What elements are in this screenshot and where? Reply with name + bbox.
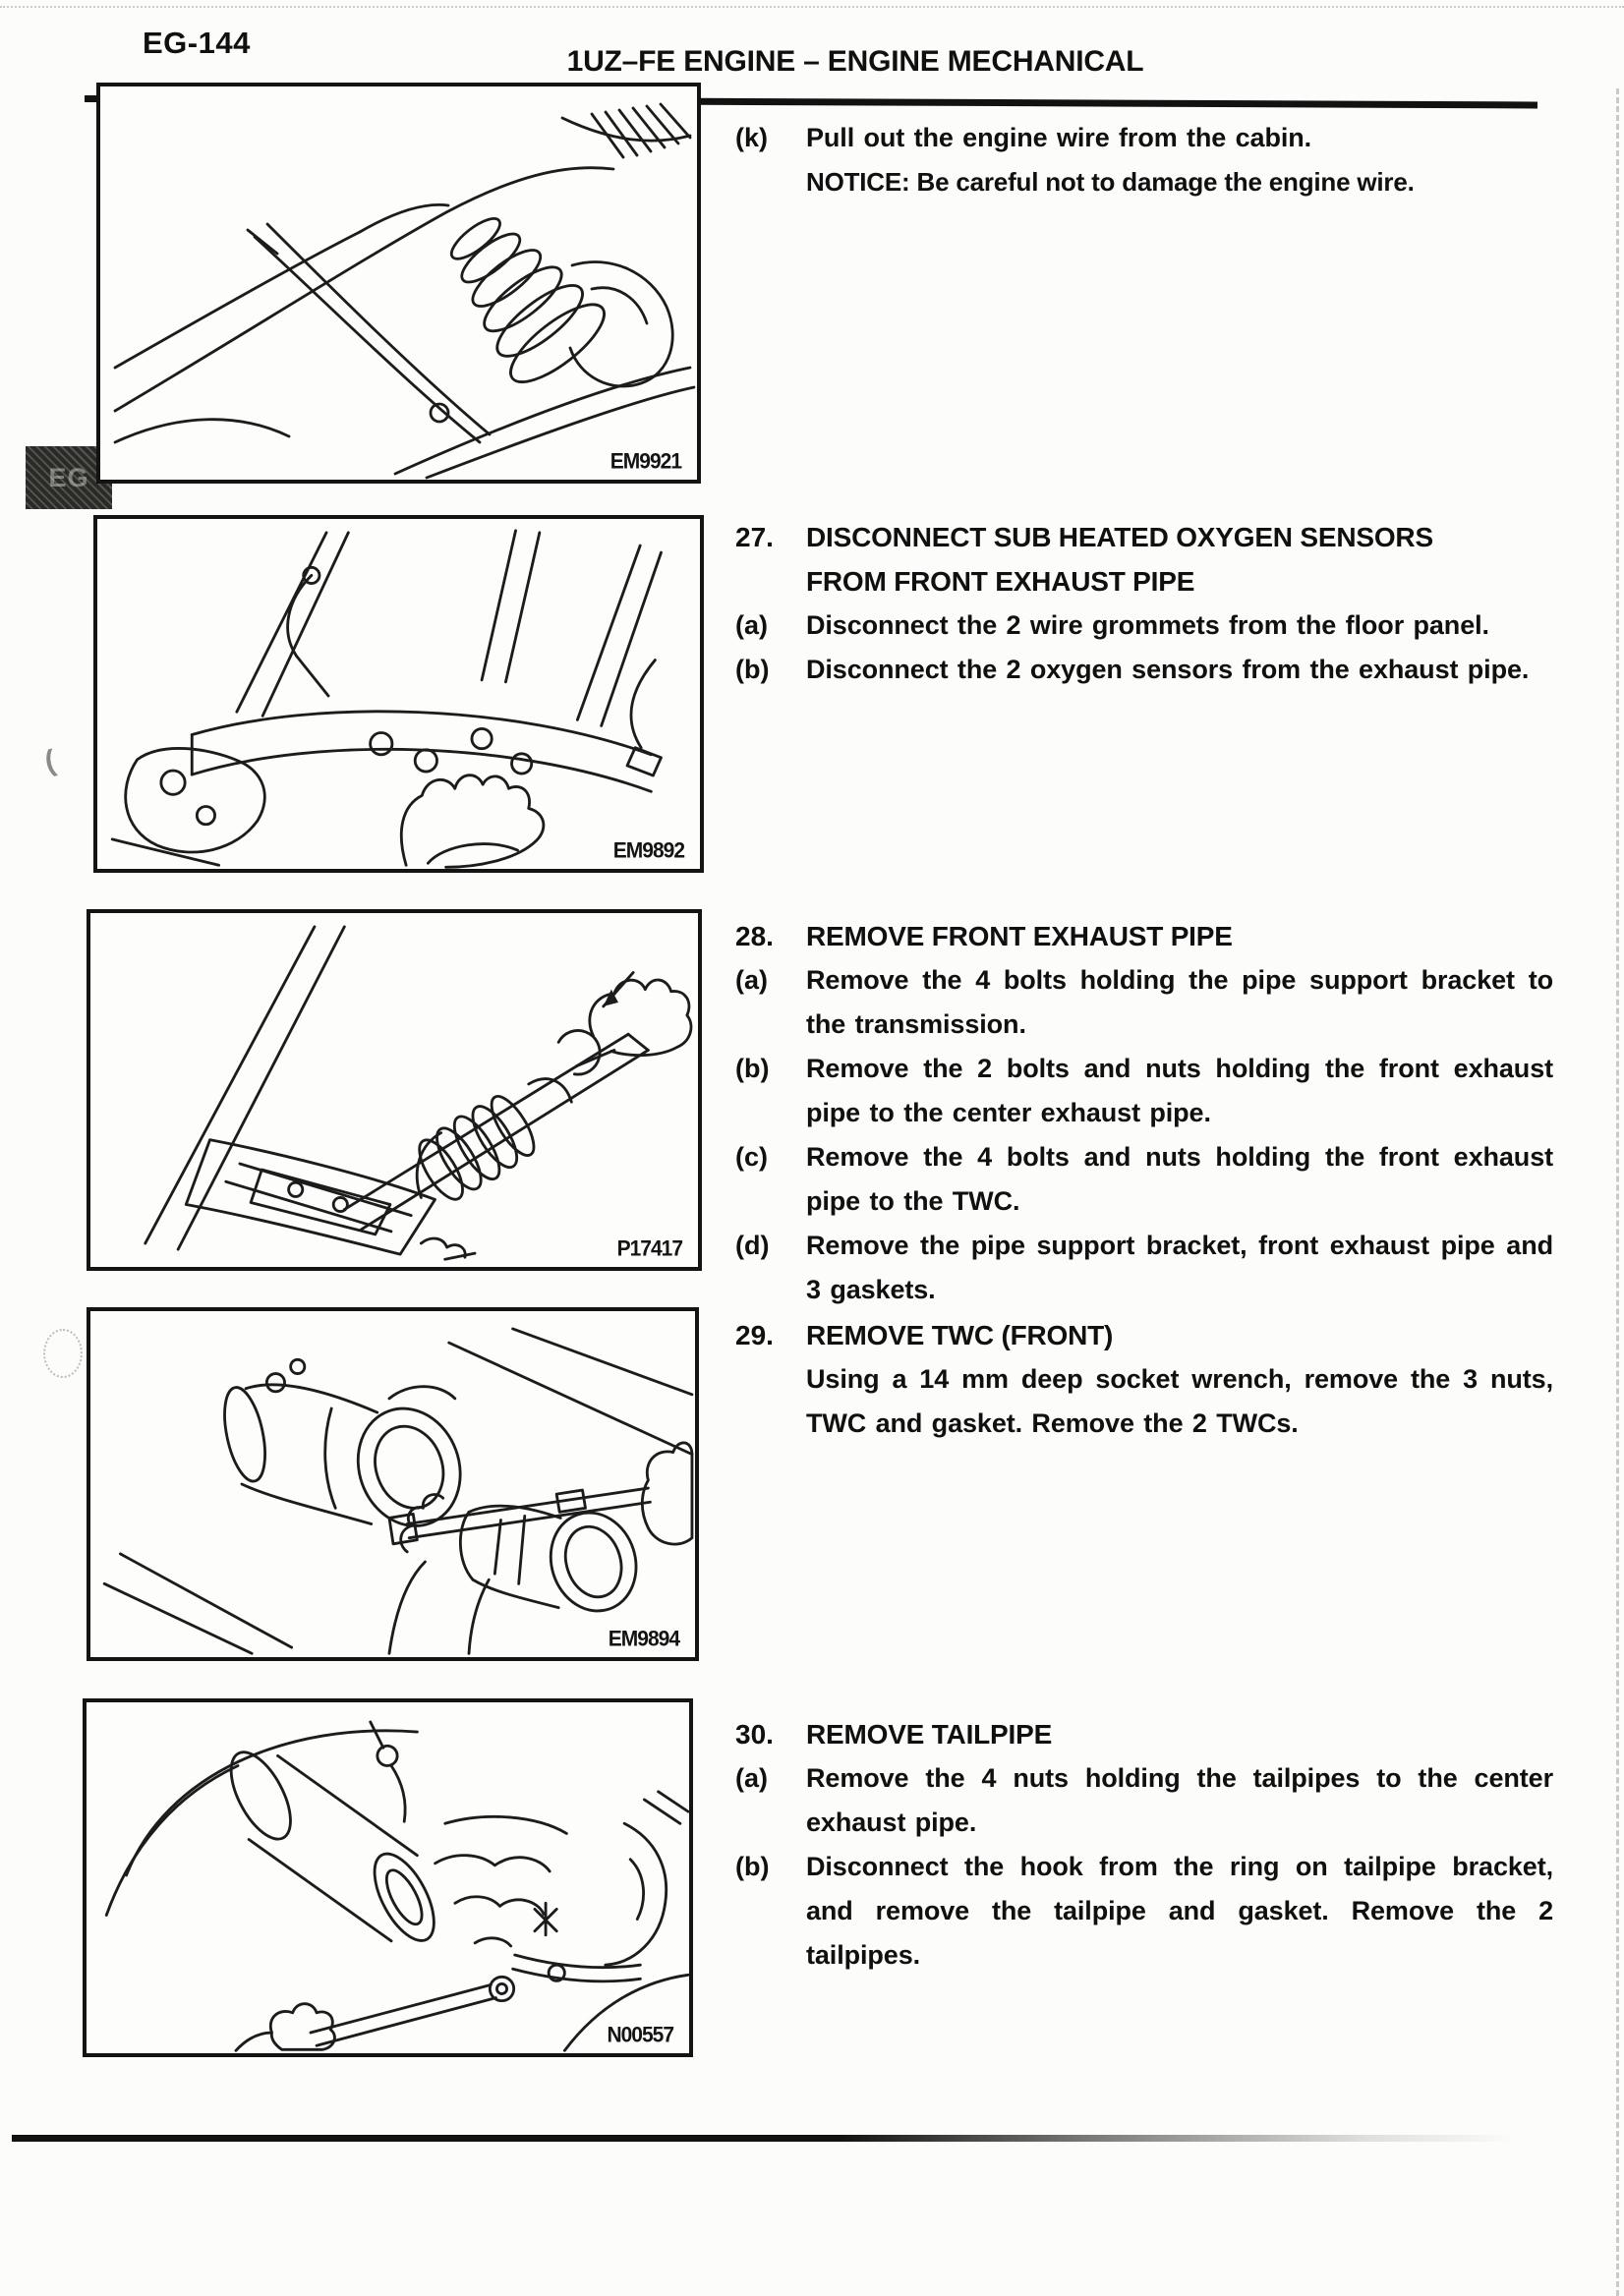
figure-code: EM9894 bbox=[608, 1627, 679, 1651]
step-text: Disconnect the 2 oxygen sensors from the exhaust pipe. bbox=[806, 655, 1530, 684]
section-28 bbox=[735, 914, 1553, 1312]
step-text: Disconnect the 2 wire grommets from the floor panel. bbox=[806, 610, 1489, 640]
step-label: (a) bbox=[735, 610, 768, 640]
scan-artifact-right-edge bbox=[1616, 88, 1619, 2296]
step-text: Remove the 2 bolts and nuts holding the front exhaust pipe to the center exhaust pipe. bbox=[806, 1054, 1553, 1127]
section-title: DISCONNECT SUB HEATED OXYGEN SENSORS FROM FRONT EXHAUST PIPE bbox=[806, 522, 1433, 597]
step-label: (a) bbox=[735, 1763, 768, 1793]
oxygen-sensor-drawing bbox=[97, 519, 700, 869]
figure-code: EM9892 bbox=[612, 838, 684, 863]
section-30 bbox=[735, 1712, 1553, 1978]
step-text: Remove the pipe support bracket, front exhaust pipe and 3 gaskets. bbox=[806, 1231, 1553, 1304]
step-b bbox=[735, 1047, 1553, 1135]
section-number: 30. bbox=[735, 1719, 774, 1750]
figure-code: N00557 bbox=[607, 2023, 673, 2047]
figure-tailpipe-removal bbox=[83, 1698, 693, 2057]
step-a bbox=[735, 603, 1553, 648]
step-b bbox=[735, 1845, 1553, 1978]
figure-front-exhaust-pipe bbox=[87, 909, 702, 1271]
step-label: (b) bbox=[735, 1054, 770, 1083]
step-label: (b) bbox=[735, 655, 770, 684]
step-label: (c) bbox=[735, 1142, 768, 1172]
section-tab-label: EG bbox=[48, 462, 89, 492]
page-number: EG-144 bbox=[143, 26, 251, 60]
step-label: (b) bbox=[735, 1852, 770, 1881]
step-a bbox=[735, 1756, 1553, 1845]
section-body: Using a 14 mm deep socket wrench, remove the 3 nuts, TWC and gasket. Remove the 2 TWCs. bbox=[806, 1364, 1553, 1438]
step-d bbox=[735, 1224, 1553, 1312]
scan-artifact bbox=[43, 1329, 83, 1378]
step-b bbox=[735, 648, 1553, 692]
step-text: Pull out the engine wire from the cabin. bbox=[806, 123, 1312, 152]
figure-code: P17417 bbox=[616, 1236, 682, 1261]
twc-removal-drawing bbox=[90, 1311, 695, 1657]
figure-engine-wire-cabin bbox=[96, 83, 701, 484]
step-text: Remove the 4 bolts holding the pipe support bracket to the transmission. bbox=[806, 965, 1553, 1039]
figure-code: EM9921 bbox=[609, 449, 681, 474]
section-29 bbox=[735, 1313, 1553, 1446]
scan-artifact-top-edge bbox=[0, 6, 1624, 8]
tailpipe-removal-drawing bbox=[87, 1702, 689, 2053]
step-text: Disconnect the hook from the ring on tailpipe bracket, and remove the tailpipe and gasket. Remove the 2 tailpipes. bbox=[806, 1852, 1553, 1970]
figure-oxygen-sensors bbox=[93, 515, 704, 873]
step-text: Remove the 4 bolts and nuts holding the front exhaust pipe to the TWC. bbox=[806, 1142, 1553, 1216]
section-title: REMOVE TAILPIPE bbox=[806, 1719, 1053, 1750]
step-label: (k) bbox=[735, 123, 768, 152]
step-text: Remove the 4 nuts holding the tailpipes to the center exhaust pipe. bbox=[806, 1763, 1553, 1837]
step-k bbox=[735, 116, 1553, 203]
section-title: REMOVE TWC (FRONT) bbox=[806, 1320, 1114, 1350]
bottom-rule bbox=[12, 2135, 1518, 2142]
step-label: (d) bbox=[735, 1231, 770, 1260]
step-c bbox=[735, 1135, 1553, 1224]
step-a bbox=[735, 958, 1553, 1047]
section-number: 29. bbox=[735, 1320, 774, 1350]
section-number: 27. bbox=[735, 522, 774, 552]
scan-artifact: ( bbox=[41, 744, 59, 778]
section-title: REMOVE FRONT EXHAUST PIPE bbox=[806, 921, 1233, 951]
notice-text: NOTICE: Be careful not to damage the engine wire. bbox=[806, 167, 1415, 197]
front-exhaust-pipe-drawing bbox=[90, 913, 698, 1267]
step-label: (a) bbox=[735, 965, 768, 995]
section-number: 28. bbox=[735, 921, 774, 951]
engine-wire-drawing bbox=[100, 86, 697, 480]
header-title: 1UZ–FE ENGINE – ENGINE MECHANICAL bbox=[566, 45, 1144, 78]
figure-twc-removal bbox=[87, 1307, 699, 1661]
section-27 bbox=[735, 515, 1553, 692]
